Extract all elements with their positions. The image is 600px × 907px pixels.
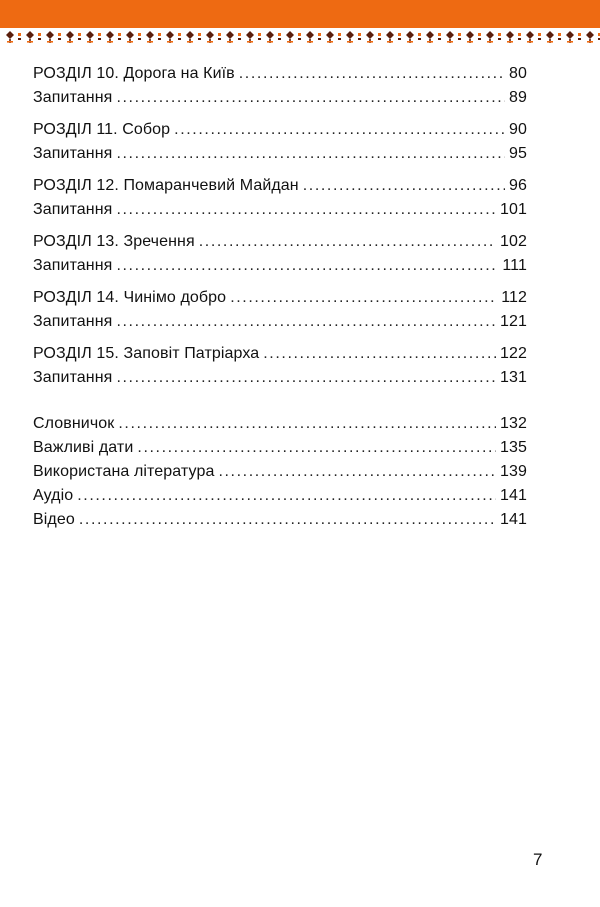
toc-entry-label: Запитання <box>33 369 113 386</box>
toc-entry[interactable] <box>33 508 527 532</box>
toc-entry[interactable] <box>33 436 527 460</box>
toc-entry-label: Запитання <box>33 201 113 218</box>
toc-entry-page: 89 <box>509 89 527 106</box>
toc-entry[interactable] <box>33 62 527 86</box>
dot-leader <box>77 484 496 508</box>
toc-entry[interactable] <box>33 484 527 508</box>
toc-entry[interactable] <box>33 118 527 142</box>
toc-entry-label: Словничок <box>33 415 115 432</box>
toc-entry-page: 96 <box>509 177 527 194</box>
dot-leader <box>218 460 496 484</box>
toc-entry-label: РОЗДІЛ 11. Собор <box>33 121 171 138</box>
dot-leader <box>116 86 505 110</box>
dot-leader <box>79 508 496 532</box>
toc-entry-label: Аудіо <box>33 487 74 504</box>
toc-entry[interactable] <box>33 174 527 198</box>
toc-entry-label: Використана література <box>33 463 215 480</box>
toc-entry-label: Важливі дати <box>33 439 134 456</box>
dot-leader <box>116 198 496 222</box>
dot-leader <box>116 142 505 166</box>
toc-entry[interactable] <box>33 230 527 254</box>
toc-entry-page: 102 <box>500 233 527 250</box>
dot-leader <box>303 174 505 198</box>
toc-entry-page: 122 <box>500 345 527 362</box>
toc-entry-label: РОЗДІЛ 13. Зречення <box>33 233 195 250</box>
dot-leader <box>263 342 496 366</box>
toc-entry-page: 135 <box>500 439 527 456</box>
toc-group-chapter-11 <box>33 118 527 166</box>
toc-entry-page: 111 <box>502 257 527 274</box>
dot-leader <box>174 118 505 142</box>
toc-entry-page: 141 <box>500 487 527 504</box>
toc-entry-page: 141 <box>500 511 527 528</box>
toc-entry-page: 131 <box>500 369 527 386</box>
toc-group-chapter-15 <box>33 342 527 390</box>
toc-entry-label: РОЗДІЛ 14. Чинімо добро <box>33 289 227 306</box>
toc-entry-page: 95 <box>509 145 527 162</box>
toc-entry[interactable] <box>33 310 527 334</box>
toc-entry[interactable] <box>33 460 527 484</box>
toc-entry[interactable] <box>33 366 527 390</box>
toc-group-chapter-14 <box>33 286 527 334</box>
toc-entry[interactable] <box>33 142 527 166</box>
toc-entry-label: Запитання <box>33 257 113 274</box>
toc-entry[interactable] <box>33 86 527 110</box>
toc-entry-page: 90 <box>509 121 527 138</box>
dot-leader <box>230 286 497 310</box>
toc-entry-page: 139 <box>500 463 527 480</box>
page-number: 7 <box>533 850 543 869</box>
toc-entry-label: Відео <box>33 511 75 528</box>
toc-entry-page: 121 <box>500 313 527 330</box>
dot-leader <box>199 230 496 254</box>
toc-group-chapter-10 <box>33 62 527 110</box>
table-of-contents <box>33 62 527 540</box>
ornament-pattern <box>0 0 600 46</box>
toc-entry-label: Запитання <box>33 89 113 106</box>
toc-entry-page: 80 <box>509 65 527 82</box>
dot-leader <box>116 254 498 278</box>
toc-entry-page: 132 <box>500 415 527 432</box>
toc-entry-page: 101 <box>500 201 527 218</box>
toc-entry[interactable] <box>33 342 527 366</box>
toc-entry-label: РОЗДІЛ 15. Заповіт Патріарха <box>33 345 260 362</box>
toc-group-chapter-13 <box>33 230 527 278</box>
toc-entry[interactable] <box>33 254 527 278</box>
dot-leader <box>116 310 496 334</box>
toc-entry[interactable] <box>33 286 527 310</box>
toc-entry[interactable] <box>33 198 527 222</box>
dot-leader <box>137 436 496 460</box>
dot-leader <box>118 412 496 436</box>
toc-entry-label: РОЗДІЛ 12. Помаранчевий Майдан <box>33 177 299 194</box>
toc-group-chapter-12 <box>33 174 527 222</box>
toc-entry-page: 112 <box>501 289 527 306</box>
header-ornament-band <box>0 0 600 46</box>
toc-entry[interactable] <box>33 412 527 436</box>
toc-entry-label: Запитання <box>33 313 113 330</box>
toc-group-appendix <box>33 412 527 532</box>
dot-leader <box>116 366 496 390</box>
dot-leader <box>239 62 505 86</box>
toc-entry-label: РОЗДІЛ 10. Дорога на Київ <box>33 65 235 82</box>
toc-entry-label: Запитання <box>33 145 113 162</box>
